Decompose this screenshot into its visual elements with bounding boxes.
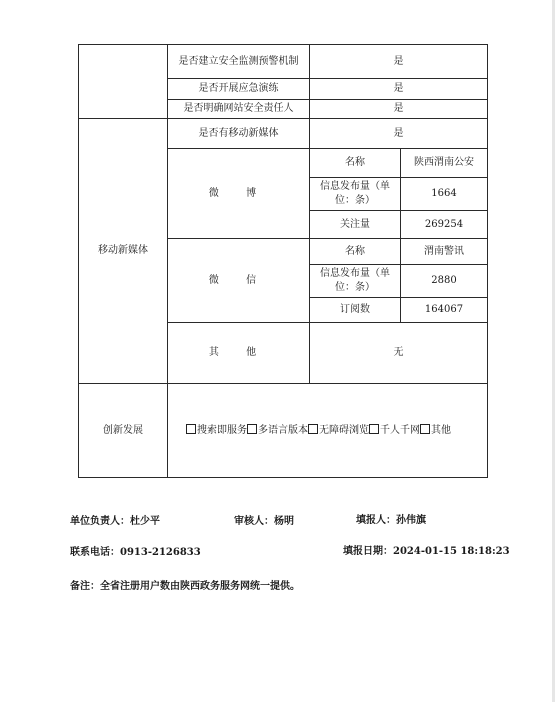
has-mobile-label: 是否有移动新媒体 [168,119,310,149]
unit-head: 单位负责人：杜少平 [70,516,160,527]
fill-date: 填报日期：2024-01-15 18:18:23 [343,546,510,557]
weibo-follow-label: 关注量 [310,211,401,239]
innovation-options [168,384,488,478]
responsible-value: 是 [310,100,488,119]
responsible-label: 是否明确网站安全责任人 [168,100,310,119]
checkbox-other[interactable]: 其他 [420,425,451,436]
checkbox-multilang[interactable]: 多语言版本 [247,425,308,436]
weibo-name-value: 陕西渭南公安 [401,149,488,178]
weibo-publish-label: 信息发布量（单位：条） [310,178,401,211]
monitoring-value: 是 [310,45,488,79]
mobile-media-section-label: 移动新媒体 [79,119,168,384]
weixin-name-value: 渭南警讯 [401,239,488,265]
weibo-label: 微 博 [168,149,310,239]
weixin-name-label: 名称 [310,239,401,265]
innovation-label: 创新发展 [79,384,168,478]
weibo-name-label: 名称 [310,149,401,178]
checkbox-search-service[interactable]: 搜索即服务 [186,425,247,436]
monitoring-label: 是否建立安全监测预警机制 [168,45,310,79]
page-right-edge [552,0,555,702]
drill-value: 是 [310,79,488,100]
weixin-label: 微 信 [168,239,310,323]
weixin-publish-label: 信息发布量（单位：条） [310,265,401,298]
checkbox-personalized[interactable]: 千人千网 [369,425,420,436]
contact-phone: 联系电话：0913-2126833 [70,547,201,558]
has-mobile-value: 是 [310,119,488,149]
other-value: 无 [310,323,488,384]
filler: 填报人：孙伟旗 [356,515,426,526]
report-table [78,44,488,478]
weibo-publish-value: 1664 [401,178,488,211]
blank-section-cell [79,45,168,119]
other-label: 其 他 [168,323,310,384]
weibo-follow-value: 269254 [401,211,488,239]
reviewer: 审核人：杨明 [234,516,294,527]
drill-label: 是否开展应急演练 [168,79,310,100]
checkbox-accessibility[interactable]: 无障碍浏览 [308,425,369,436]
weixin-publish-value: 2880 [401,265,488,298]
note: 备注：全省注册用户数由陕西政务服务网统一提供。 [70,581,300,592]
weixin-sub-label: 订阅数 [310,298,401,323]
weixin-sub-value: 164067 [401,298,488,323]
